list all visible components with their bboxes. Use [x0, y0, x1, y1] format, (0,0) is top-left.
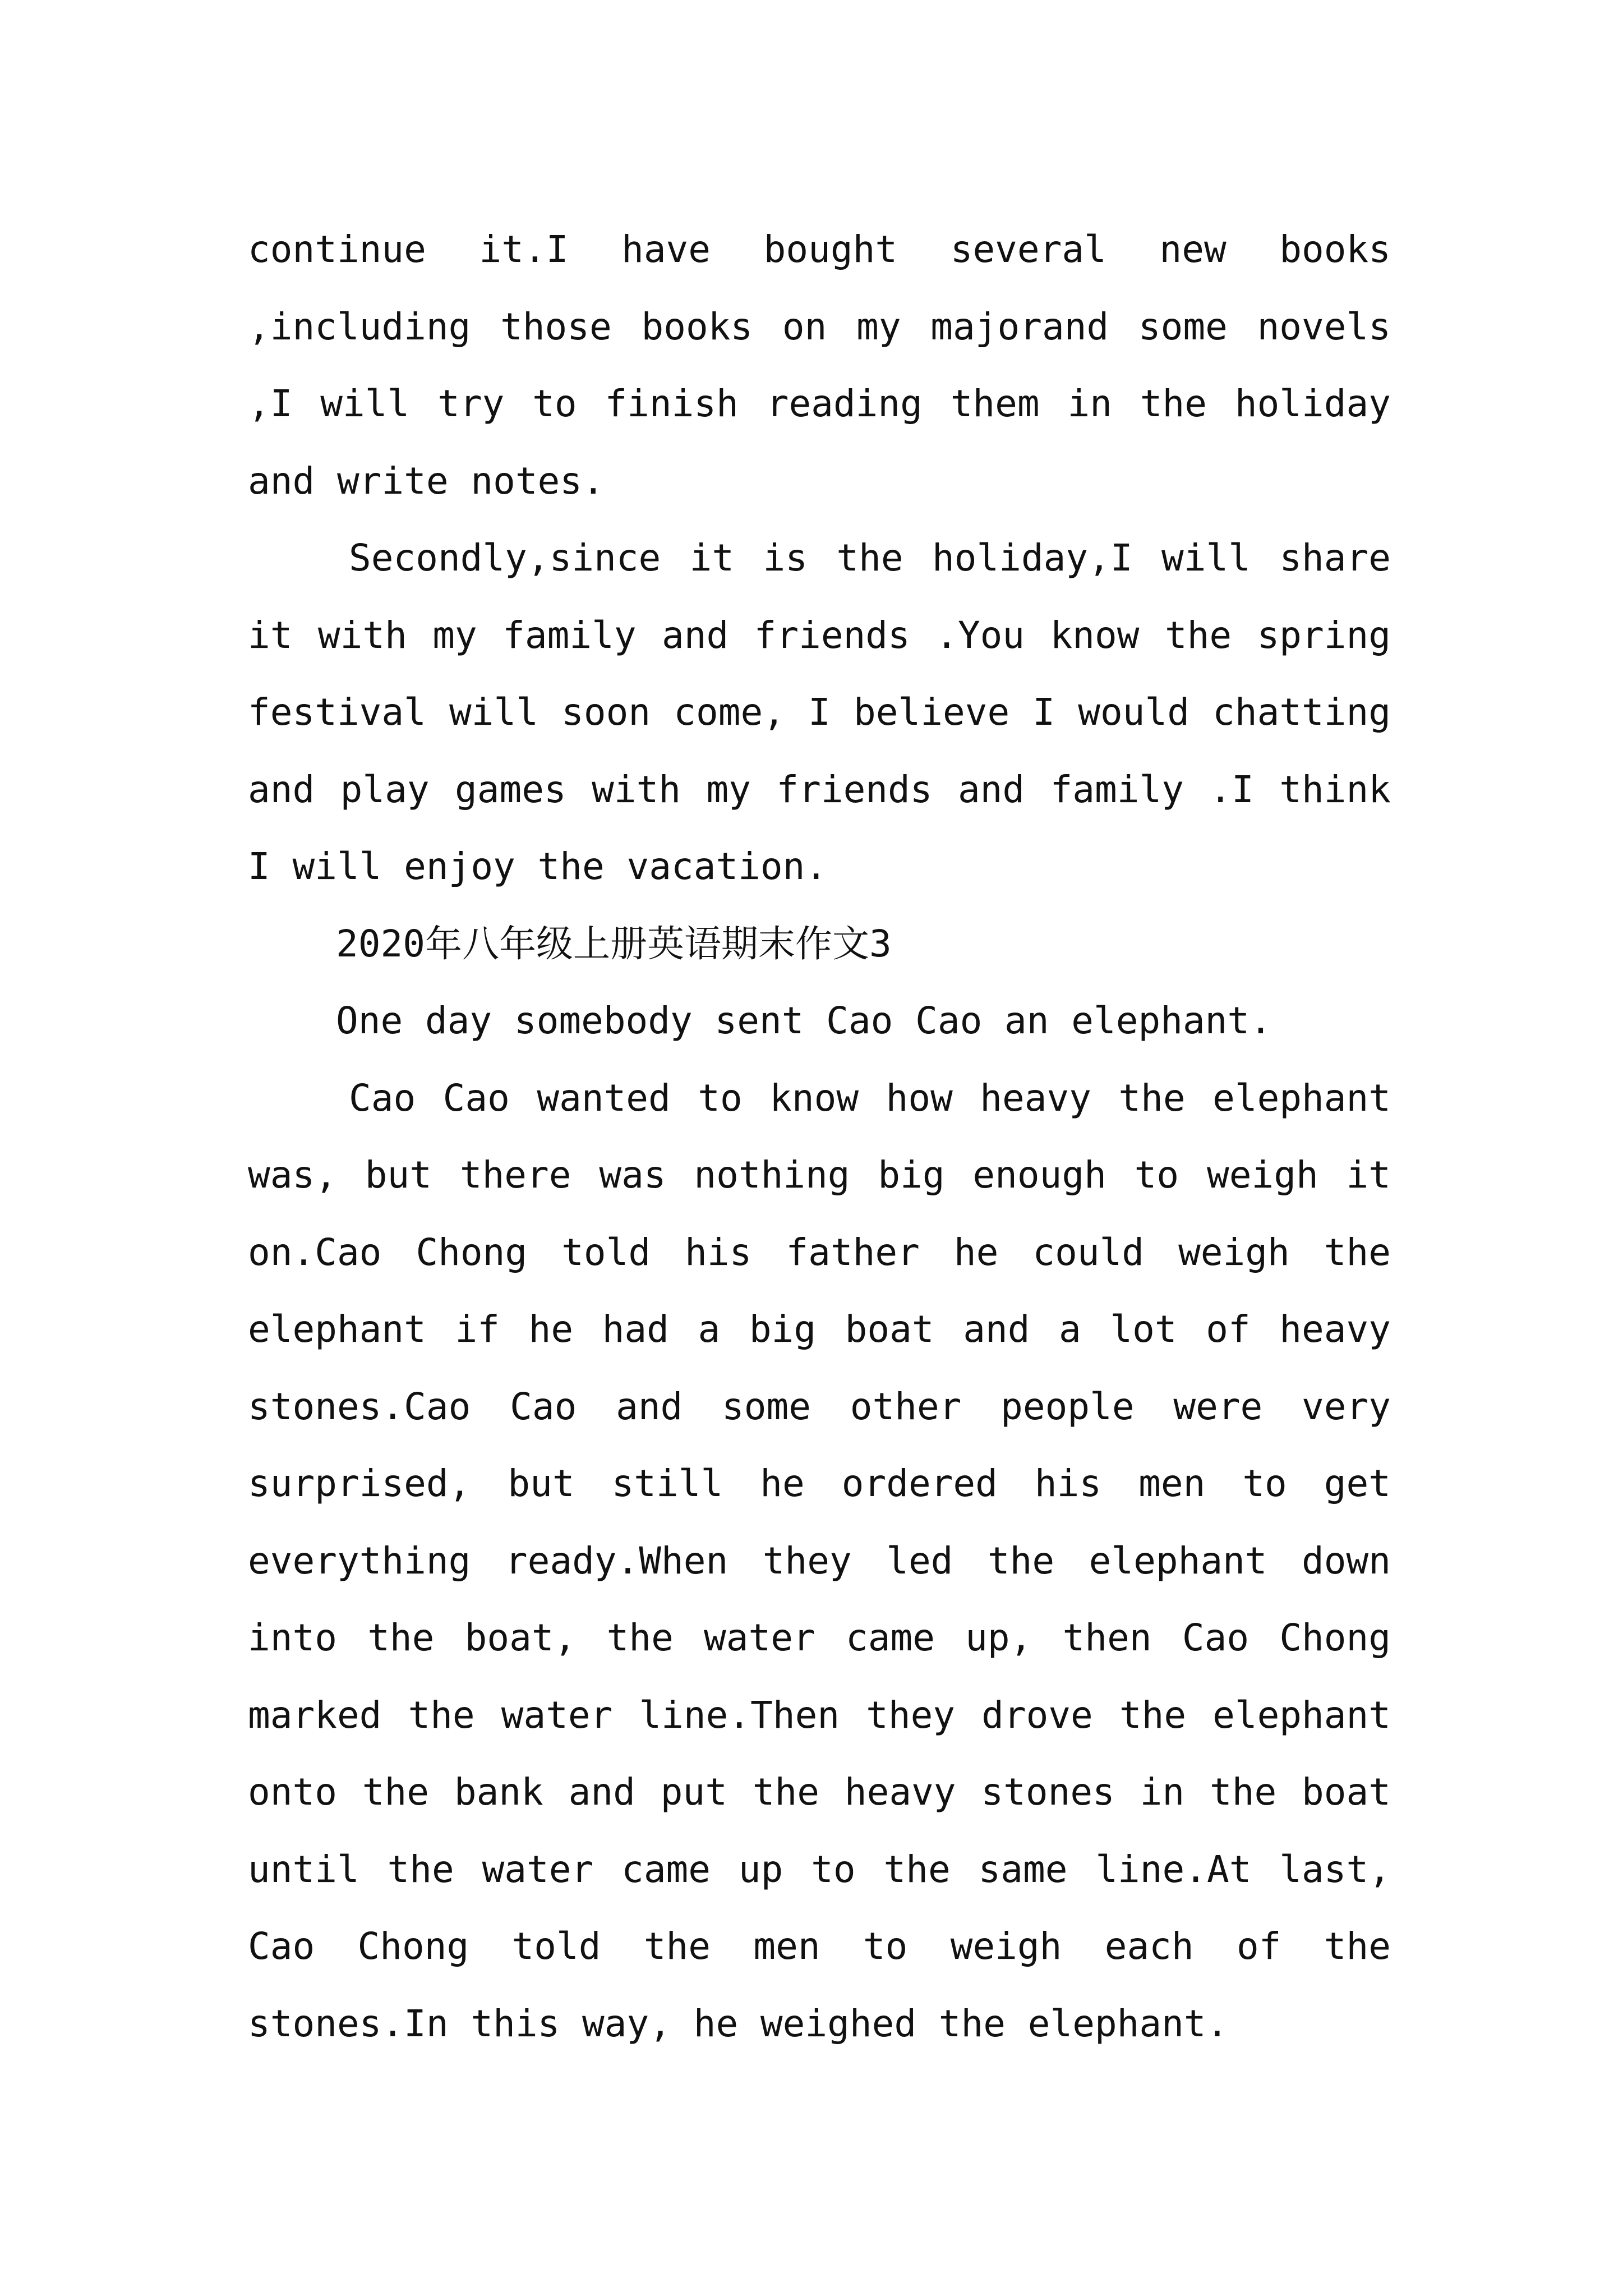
paragraph-secondly: Secondly,since it is the holiday,I will share it with my family and friends .You know the spring festival will soon come, I believe I would chatting and play games with my friends and family .I think I will enjoy the vacation. [248, 536, 1391, 888]
paragraph-opening: One day somebody sent Cao Cao an elephant. [336, 999, 1272, 1042]
essay-title: 2020年八年级上册英语期末作文3 [336, 922, 892, 965]
document-body [248, 211, 1391, 2062]
paragraph-continued: continue it.I have bought several new books ,including those books on my majorand some novels ,I will try to finish reading them in the holiday and write notes. [248, 228, 1391, 503]
paragraph-story: Cao Cao wanted to know how heavy the elephant was, but there was nothing big enough to weigh it on.Cao Chong told his father he could weigh the elephant if he had a big boat and a lot of heavy stones.Cao Cao and some other people were very surprised, but still he ordered his men to get everything ready.When they led the elephant down into the boat, the water came up, then Cao Chong marked the water line.Then they drove the elephant onto the bank and put the heavy stones in the boat until the water came up to the same line.At last, Cao Chong told the men to weigh each of the stones.In this way, he weighed the elephant. [248, 1076, 1391, 2045]
